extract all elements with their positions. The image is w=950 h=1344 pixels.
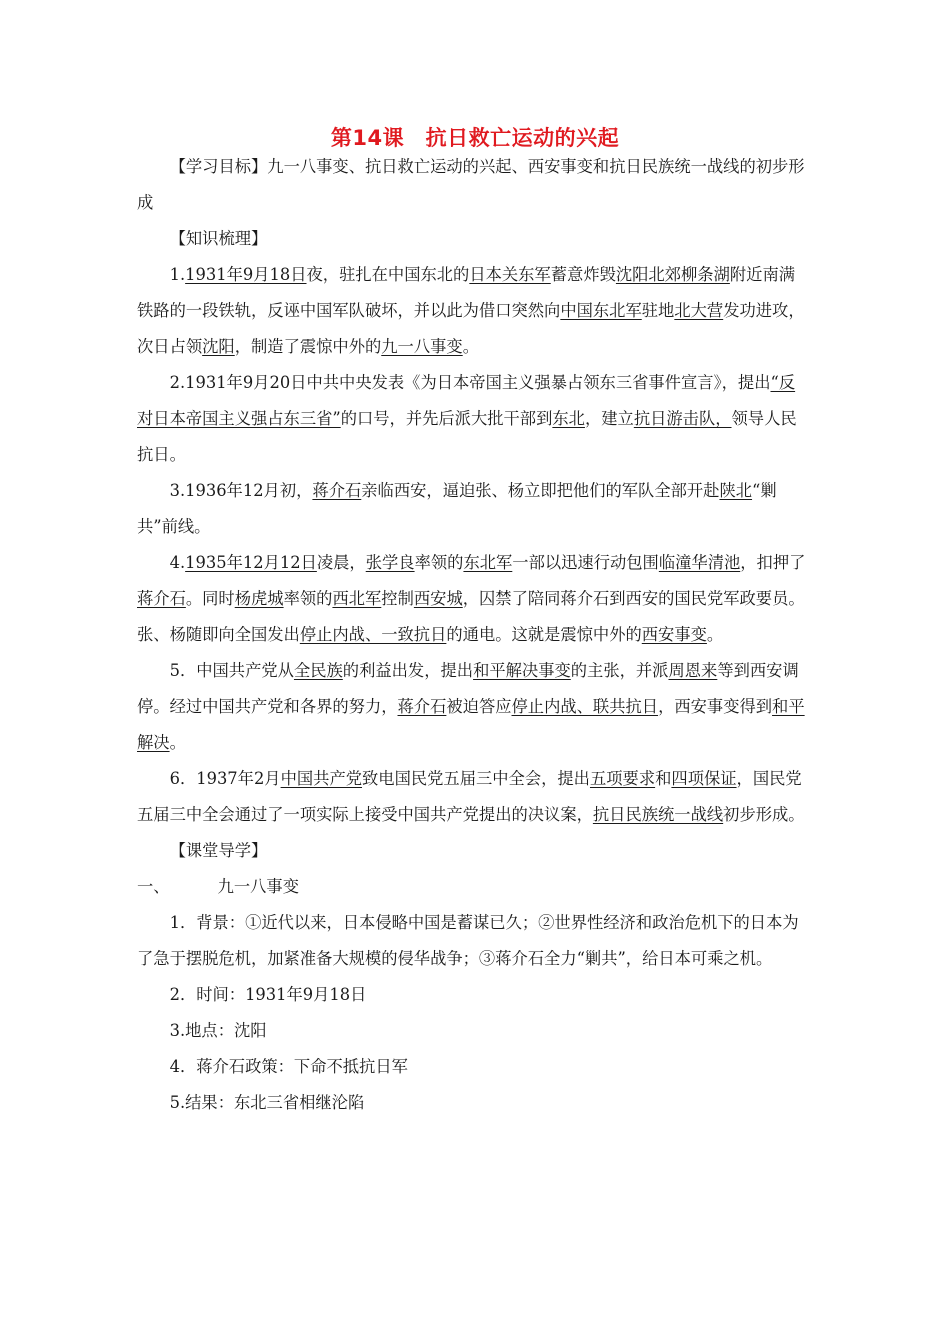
text-segment: 。 (169, 733, 186, 752)
learning-goals (137, 149, 809, 221)
underlined-answer: 西北军 (332, 589, 382, 608)
text-segment: 蓄意炸毁 (550, 265, 616, 284)
underlined-answer: 五项要求 (589, 769, 656, 788)
text-segment: 的主张，并派 (570, 661, 669, 680)
underlined-answer: 和平解决事变 (473, 661, 571, 680)
text-segment: 。 (462, 337, 479, 356)
text-segment: 的利益出发，提出 (342, 661, 474, 680)
text-segment: 率领的 (283, 589, 333, 608)
underlined-answer: 临潼华清池 (658, 553, 741, 572)
text-segment: 。同时 (185, 589, 235, 608)
text-segment: 和 (655, 769, 672, 788)
text-segment: ，国民党五届三中全会通过了一项实际上接受中国共产党提出的决议案， (137, 769, 802, 824)
text-segment: 一部以迅速行动包围 (512, 553, 659, 572)
text-segment: ，制造了震惊中外的 (234, 337, 382, 356)
underlined-answer: 张学良 (365, 553, 415, 572)
document-body (137, 149, 809, 1121)
underlined-answer: 陕北 (719, 481, 753, 500)
text-segment: 的口号，并先后派大批干部到 (340, 409, 553, 428)
text-segment: 5．中国共产党从 (169, 661, 294, 680)
guide-heading: 【课堂导学】 (169, 841, 268, 860)
underlined-answer: “反对日本帝国主义强占东三省” (137, 373, 796, 428)
knowledge-heading: 【知识梳理】 (169, 229, 268, 248)
underlined-answer: 九一八事变 (381, 337, 463, 356)
goals-label: 【学习目标】 (169, 157, 268, 176)
underlined-answer: 中国共产党 (280, 769, 363, 788)
goals-text: 九一八事变、抗日救亡运动的兴起、西安事变和抗日民族统一战线的初步形成 (137, 157, 805, 212)
underlined-answer: 西安事变 (641, 625, 707, 644)
guide-item: 2．时间：1931年9月18日 (169, 985, 367, 1004)
text-segment: 等到西安调停。经过中国共产党和各界的努力， (137, 661, 799, 716)
guide-part-number: 一、 (137, 877, 170, 896)
underlined-answer: 日本关东军 (469, 265, 551, 284)
text-segment: ，囚禁了陪同蒋介石到西安的国民党军政要员。张、杨随即向全国发出 (137, 589, 805, 644)
text-segment: 。 (706, 625, 724, 644)
underlined-answer: 抗日游击队， (633, 409, 732, 428)
underlined-answer: 四项保证 (671, 769, 737, 788)
underlined-answer: 1935年12月12日 (185, 553, 317, 572)
text-segment: 6．1937年2月 (169, 769, 281, 788)
text-segment: 4. (169, 553, 186, 572)
text-segment: ，建立 (584, 409, 634, 428)
text-segment: 领导人民抗日。 (137, 409, 797, 464)
underlined-answer: 沈阳 (202, 337, 235, 356)
underlined-answer: 全民族 (293, 661, 343, 680)
text-segment: 凌晨， (316, 553, 366, 572)
underlined-answer: 蒋介石 (397, 697, 447, 716)
text-segment: 亲临西安，逼迫张、杨立即把他们的军队全部开赴 (361, 481, 720, 500)
underlined-answer: 东北军 (463, 553, 513, 572)
underlined-answer: 沈阳北郊柳条湖 (615, 265, 730, 284)
text-segment: 驻地 (641, 301, 675, 320)
text-segment: 控制 (381, 589, 414, 608)
text-segment: “剿共”前线。 (137, 481, 777, 536)
underlined-answer: 蒋介石 (312, 481, 362, 500)
guide-part-title: 九一八事变 (217, 877, 299, 896)
knowledge-item (137, 365, 809, 473)
text-segment: ，扣押了 (740, 553, 806, 572)
text-segment: 的通电。这就是震惊中外的 (446, 625, 642, 644)
underlined-answer: 东北 (552, 409, 585, 428)
knowledge-item (137, 545, 809, 653)
underlined-answer: 杨虎城 (234, 589, 284, 608)
underlined-answer: 抗日民族统一战线 (592, 805, 724, 824)
underlined-answer: 停止内战、联共抗日 (511, 697, 659, 716)
underlined-answer: 1931年9月18日 (185, 265, 307, 284)
text-segment: 发功进攻，次日占领 (137, 301, 805, 356)
text-segment: 率领的 (414, 553, 464, 572)
underlined-answer: 西安城 (413, 589, 463, 608)
underlined-answer: 中国东北军 (560, 301, 642, 320)
guide-item: 5.结果：东北三省相继沦陷 (169, 1093, 365, 1112)
knowledge-list (137, 257, 809, 833)
underlined-answer: 停止内战、一致抗日 (299, 625, 447, 644)
guide-list (137, 905, 809, 1121)
text-segment: 1. (169, 265, 186, 284)
guide-item: 4．蒋介石政策：下命不抵抗日军 (169, 1057, 408, 1076)
knowledge-item (137, 761, 809, 833)
underlined-answer: 北大营 (674, 301, 724, 320)
text-segment: 2.1931年9月20日中共中央发表《为日本帝国主义强暴占领东三省事件宣言》，提出 (169, 373, 771, 392)
text-segment: 附近南满铁路的一段铁轨，反诬中国军队破坏，并以此为借口突然向 (137, 265, 796, 320)
text-segment: 3.1936年12月初， (169, 481, 313, 500)
knowledge-item (137, 257, 809, 365)
underlined-answer: 和平解决 (137, 697, 805, 752)
text-segment: 致电国民党五届三中全会，提出 (362, 769, 590, 788)
text-segment: 初步形成。 (723, 805, 805, 824)
guide-part-heading (137, 869, 809, 905)
text-segment: 被迫答应 (446, 697, 512, 716)
knowledge-item (137, 473, 809, 545)
guide-item: 1．背景：①近代以来，日本侵略中国是蓄谋已久；②世界性经济和政治危机下的日本为了急于摆脱危机，加紧准备大规模的侵华战争；③蒋介石全力“剿共”，给日本可乘之机。 (137, 913, 799, 968)
page-title: 第14课 抗日救亡运动的兴起 (330, 126, 620, 150)
knowledge-item (137, 653, 809, 761)
text-segment: 夜，驻扎在中国东北的 (306, 265, 470, 284)
underlined-answer: 周恩来 (668, 661, 718, 680)
text-segment: ，西安事变得到 (658, 697, 773, 716)
underlined-answer: 蒋介石 (137, 589, 186, 608)
guide-item: 3.地点：沈阳 (169, 1021, 267, 1040)
